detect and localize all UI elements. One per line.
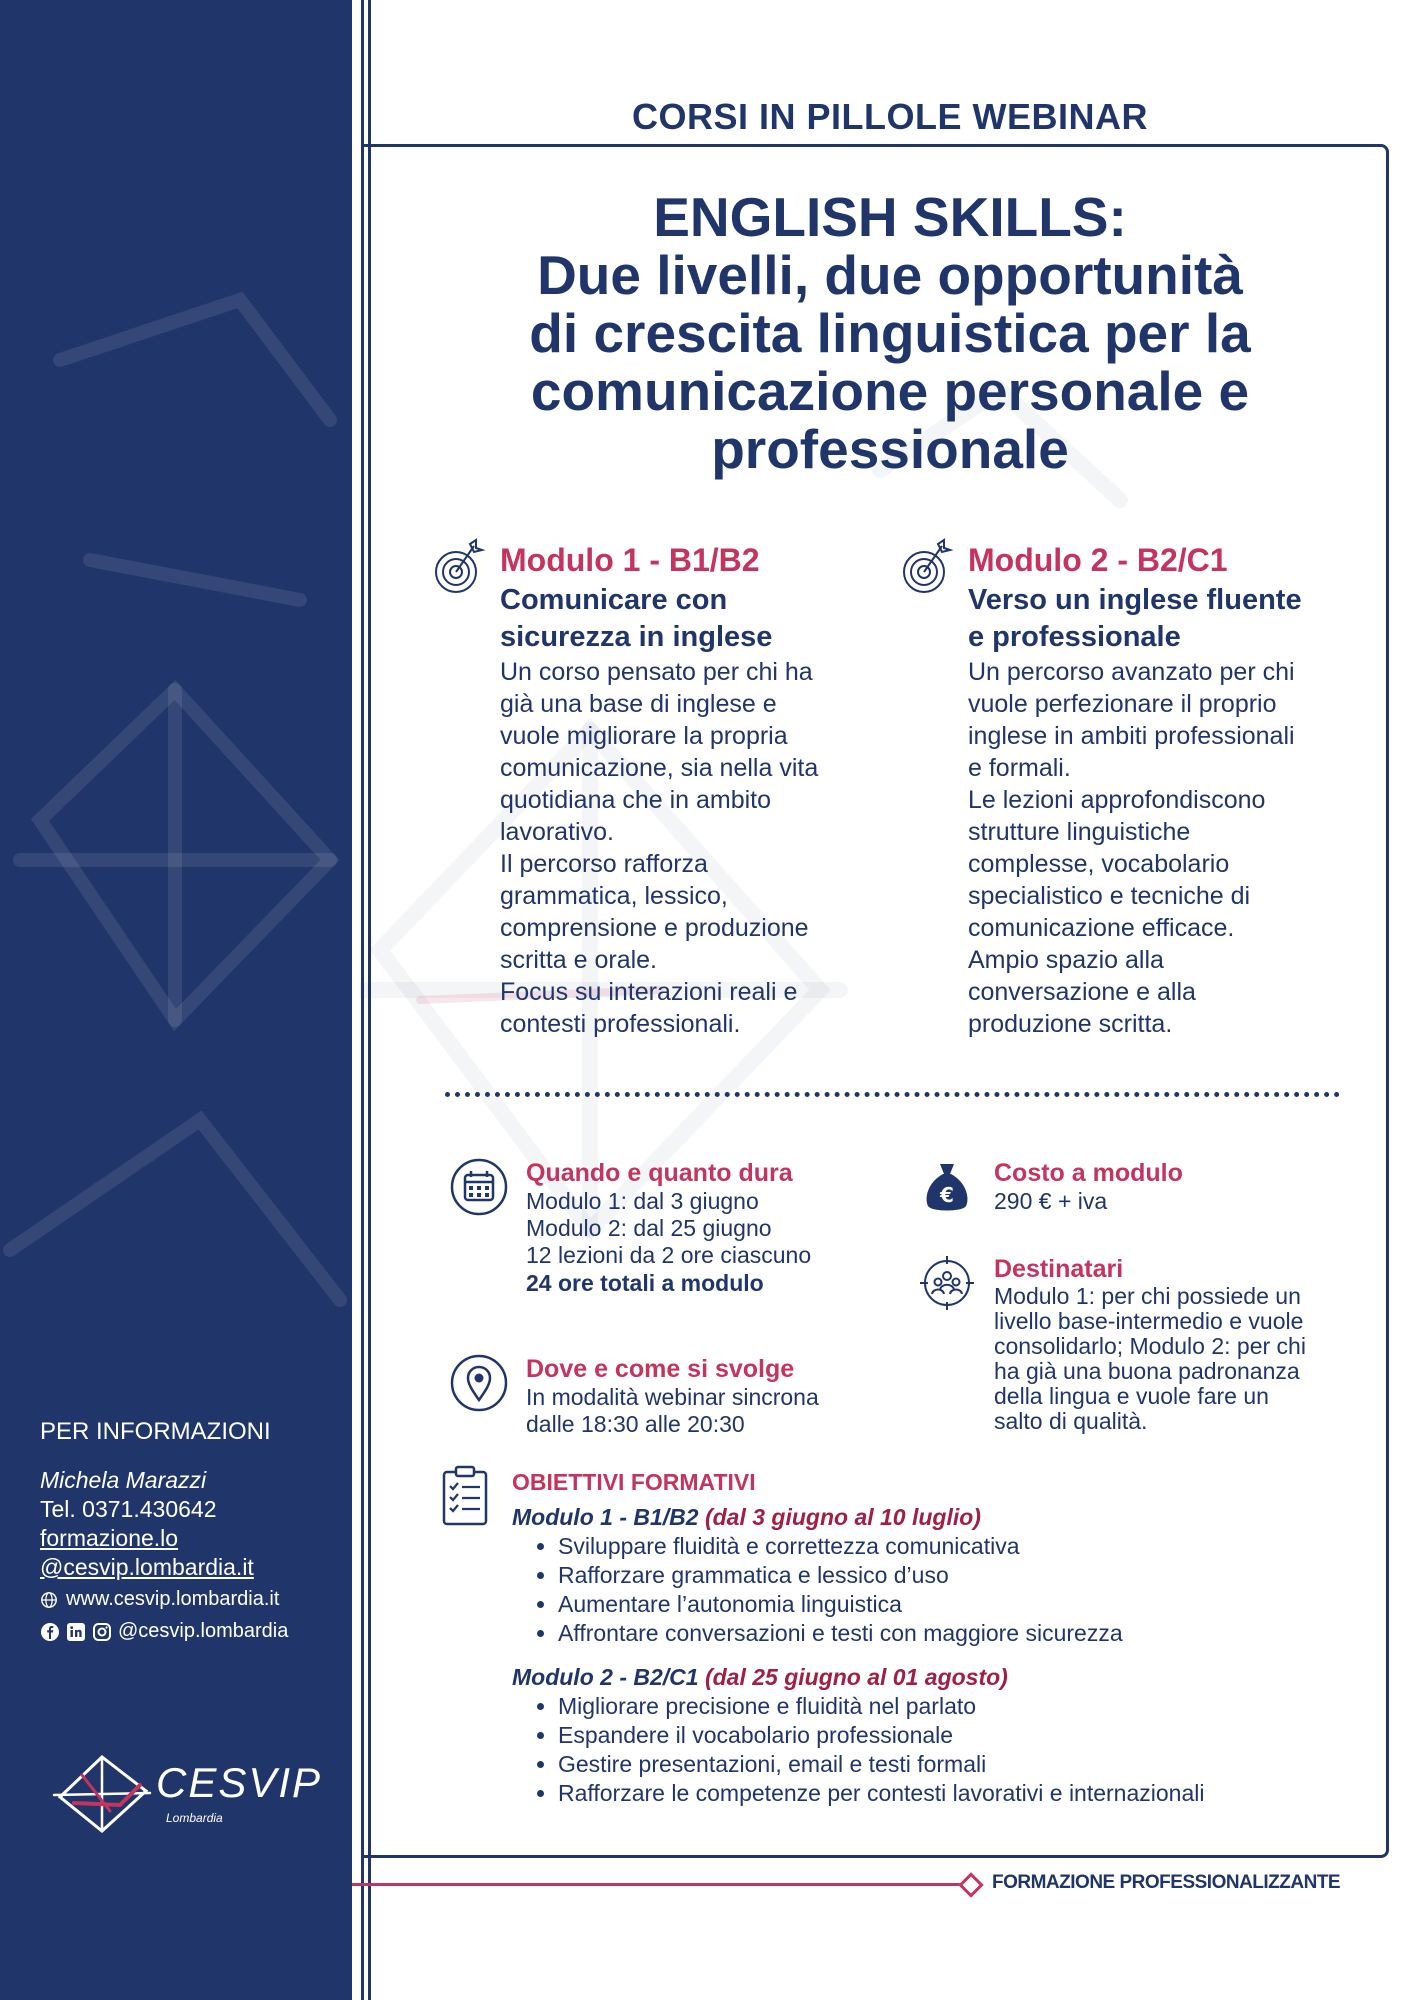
list-item: • Aumentare l’autonomia linguistica [558,1590,1362,1619]
contact-block [40,1418,340,1582]
module-1-desc-line: vuole migliorare la propria [500,722,788,750]
module-1-desc-line: quotidiana che in ambito [500,786,772,814]
contact-name: Michela Marazzi [40,1467,207,1493]
when-line: 12 lezioni da 2 ore ciascuno [526,1242,812,1268]
audience-line: consolidarlo; Modulo 2: per chi [994,1333,1306,1359]
list-item: • Sviluppare fluidità e correttezza comunicativa [558,1532,1362,1561]
social-row [40,1620,288,1643]
sidebar [0,0,352,2000]
title-line-1: ENGLISH SKILLS: [653,186,1127,248]
when-title: Quando e quanto dura [526,1159,793,1187]
objectives-group-2-label: Modulo 2 - B2/C1 [512,1664,699,1690]
module-2-desc-line: conversazione e alla [968,978,1196,1006]
module-1-title: Modulo 1 - B1/B2 [500,542,760,578]
target-icon [430,538,486,598]
where-line: dalle 18:30 alle 20:30 [526,1411,745,1437]
list-item: • Espandere il vocabolario professionale [558,1721,1362,1750]
audience-block [994,1254,1374,1434]
audience-line: livello base-intermedio e vuole [994,1308,1304,1334]
cost-title: Costo a modulo [994,1159,1183,1187]
calendar-icon [450,1158,508,1216]
module-1-desc-line: scritta e orale. [500,946,658,974]
module-1-desc-line: contesti professionali. [500,1010,741,1038]
website-row[interactable] [40,1588,279,1611]
audience-line: Modulo 1: per chi possiede un [994,1283,1301,1309]
when-line: Modulo 2: dal 25 giugno [526,1215,772,1241]
svg-text:€: € [940,1183,954,1207]
when-line: Modulo 1: dal 3 giugno [526,1188,759,1214]
audience-title: Destinatari [994,1255,1124,1283]
module-1-subtitle-line-2: sicurezza in inglese [500,621,773,653]
social-handle[interactable]: @cesvip.lombardia [118,1620,289,1642]
contact-phone[interactable]: Tel. 0371.430642 [40,1496,217,1522]
globe-icon [40,1591,58,1609]
website-link[interactable]: www.cesvip.lombardia.it [66,1588,280,1610]
cost-block [940,1158,1374,1215]
module-2-desc-line: inglese in ambiti professionali [968,722,1295,750]
people-target-icon [918,1254,976,1312]
page-kicker: CORSI IN PILLOLE WEBINAR [632,96,1148,137]
list-item: • Gestire presentazioni, email e testi formali [558,1750,1362,1779]
module-2-desc-line: produzione scritta. [968,1010,1173,1038]
module-1-desc-line: comunicazione, sia nella vita [500,754,819,782]
module-1-desc-line: Focus su interazioni reali e [500,978,798,1006]
footer-tagline: FORMAZIONE PROFESSIONALIZZANTE [992,1872,1341,1893]
target-icon [898,538,954,598]
linkedin-icon[interactable] [66,1622,86,1642]
checklist-icon [438,1464,494,1528]
list-item: • Migliorare precisione e fluidità nel parlato [558,1692,1362,1721]
module-1-desc-line: comprensione e produzione [500,914,809,942]
cesvip-logo [50,1745,323,1835]
facebook-icon[interactable] [40,1622,60,1642]
objectives-group-2-list [512,1692,1362,1808]
where-block [526,1354,906,1438]
module-2-desc-line: vuole perfezionare il proprio [968,690,1277,718]
list-item: • Rafforzare grammatica e lessico d’uso [558,1561,1362,1590]
contact-email-line-1[interactable]: formazione.lo [40,1525,179,1551]
module-1-desc-line: Il percorso rafforza [500,850,708,878]
diamond-icon [958,1872,983,1897]
logo-wordmark: CESVIP [156,1759,323,1806]
objectives-group-1-list [512,1532,1362,1648]
when-total: 24 ore totali a modulo [526,1270,764,1296]
contact-email-line-2[interactable]: @cesvip.lombardia.it [40,1554,254,1580]
location-pin-icon [450,1354,508,1412]
module-1-desc-line: già una base di inglese e [500,690,777,718]
objectives-group-2-heading [512,1662,1362,1692]
module-2 [968,538,1408,1040]
footer-rule [352,1883,972,1886]
list-item: • Rafforzare le competenze per contesti lavorativi e internazionali [558,1779,1362,1808]
contact-heading: PER INFORMAZIONI [40,1418,271,1445]
cost-price: 290 € + iva [994,1188,1108,1214]
module-2-desc-line: Le lezioni approfondiscono [968,786,1266,814]
module-2-desc-line: strutture linguistiche [968,818,1191,846]
module-2-desc-line: Un percorso avanzato per chi [968,658,1295,686]
module-2-desc-line: complesse, vocabolario [968,850,1230,878]
module-2-title: Modulo 2 - B2/C1 [968,542,1228,578]
module-2-subtitle-line-2: e professionale [968,621,1181,653]
objectives-group-2-dates: (dal 25 giugno al 01 agosto) [704,1664,1008,1690]
page-title [400,188,1380,478]
title-line-4: comunicazione personale e [530,360,1250,422]
module-1-desc-line: lavorativo. [500,818,614,846]
money-bag-icon [918,1158,976,1216]
dotted-divider [445,1092,1340,1097]
title-line-2: Due livelli, due opportunità [537,244,1243,306]
module-1-subtitle-line-1: Comunicare con [500,584,728,616]
audience-line: ha già una buona padronanza [994,1358,1300,1384]
title-line-3: di crescita linguistica per la [529,302,1251,364]
module-1-desc-line: Un corso pensato per chi ha [500,658,813,686]
module-2-subtitle-line-1: Verso un inglese fluente [968,584,1302,616]
module-2-desc-line: comunicazione efficace. [968,914,1235,942]
decorative-lines [0,0,352,2000]
logo-subtitle: Lombardia [166,1811,223,1825]
objectives-group-1-label: Modulo 1 - B1/B2 [512,1504,699,1530]
objectives-title: OBIETTIVI FORMATIVI [512,1469,756,1495]
module-1 [500,538,940,1040]
module-2-desc-line: e formali. [968,754,1071,782]
when-block [526,1158,906,1297]
instagram-icon[interactable] [92,1622,112,1642]
objectives-block [512,1468,1362,1822]
objectives-group-1-heading [512,1502,1362,1532]
objectives-group-1-dates: (dal 3 giugno al 10 luglio) [704,1504,981,1530]
where-line: In modalità webinar sincrona [526,1384,819,1410]
module-2-desc-line: Ampio spazio alla [968,946,1164,974]
list-item: • Affrontare conversazioni e testi con maggiore sicurezza [558,1619,1362,1648]
module-1-desc-line: grammatica, lessico, [500,882,728,910]
title-line-5: professionale [711,418,1069,480]
audience-line: della lingua e vuole fare un [994,1383,1269,1409]
where-title: Dove e come si svolge [526,1355,795,1383]
module-2-desc-line: specialistico e tecniche di [968,882,1251,910]
audience-line: salto di qualità. [994,1408,1148,1434]
logo-mark-icon [50,1745,154,1835]
